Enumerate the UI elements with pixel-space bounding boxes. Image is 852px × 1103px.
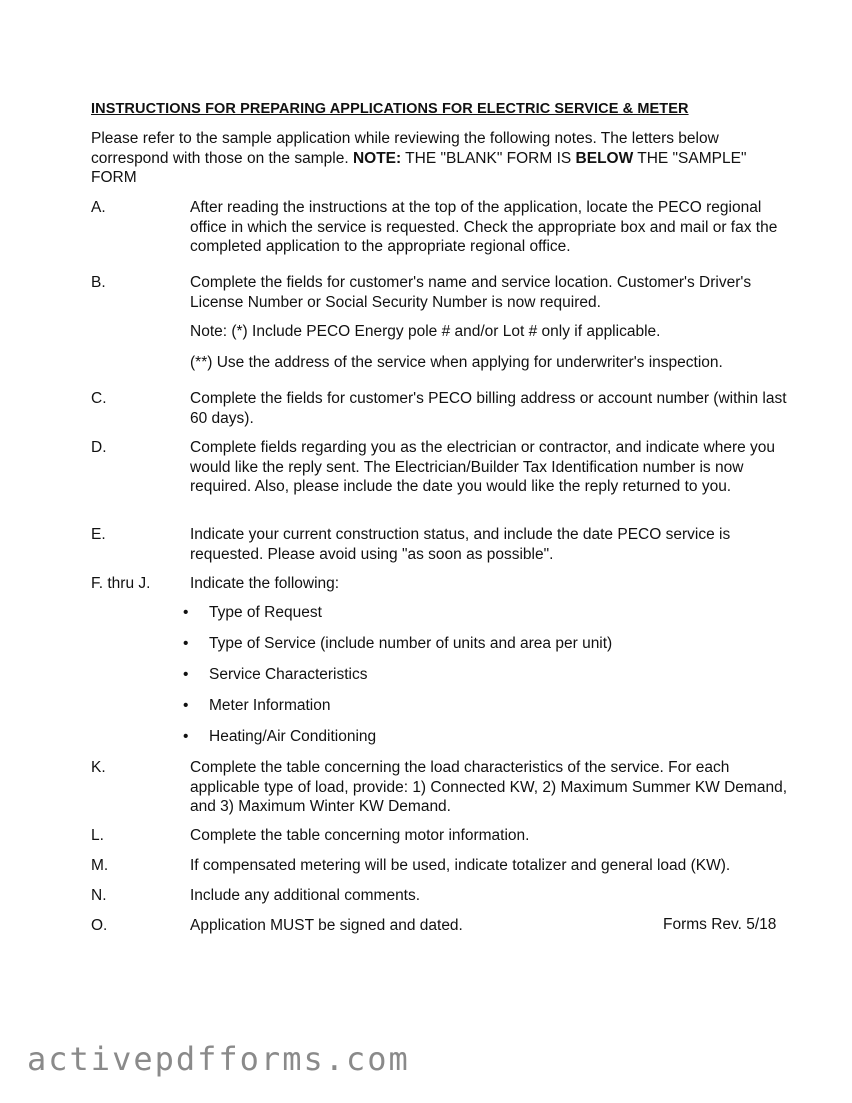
item-text: After reading the instructions at the top of the application, locate the PECO regional office in which the service is requested. Check the appropriate box and mail or fax the completed application to the appropriate regional office. [190, 199, 778, 255]
item-letter: D. [91, 439, 107, 456]
item-letter: N. [91, 887, 107, 904]
intro-text-3: THE "SAMPLE" FORM [91, 149, 747, 186]
item-letter: O. [91, 917, 108, 934]
list-item-text: Meter Information [209, 697, 331, 714]
item-letter: F. thru J. [91, 575, 151, 592]
bullet-icon: • [183, 666, 189, 683]
item-letter: M. [91, 857, 109, 874]
watermark: activepdfforms.com [27, 1040, 410, 1078]
intro-text: Please refer to the sample application while reviewing the following notes. The letters below correspond with those on the sample. [91, 130, 719, 167]
item-letter: K. [91, 759, 106, 776]
item-letter: L. [91, 827, 104, 844]
document-title: INSTRUCTIONS FOR PREPARING APPLICATIONS FOR ELECTRIC SERVICE & METER [91, 101, 689, 117]
bullet-icon: • [183, 728, 189, 745]
item-text: Complete the table concerning the load characteristics of the service. For each applicable type of load, provide: 1) Connected KW, 2) Maximum Summer KW Demand, and 3) Maximum Winter KW Demand. [190, 759, 788, 815]
item-letter: E. [91, 526, 106, 543]
list-item-text: Type of Service (include number of units and area per unit) [209, 635, 613, 652]
item-letter: A. [91, 199, 106, 216]
item-text: Complete the fields for customer's PECO billing address or account number (within last 60 days). [190, 390, 787, 427]
list-item-text: Type of Request [209, 604, 322, 621]
form-revision: Forms Rev. 5/18 [663, 916, 777, 933]
bullet-icon: • [183, 604, 189, 621]
item-text: Indicate your current construction status, and include the date PECO service is requested. Please avoid using "as soon as possible". [190, 526, 731, 563]
item-text: Complete fields regarding you as the electrician or contractor, and indicate where you would like the reply sent. The Electrician/Builder Tax Identification number is now required. Also, please include the date you would like the reply returned to you. [190, 439, 776, 495]
item-letter: B. [91, 274, 106, 291]
item-text: Complete the table concerning motor information. [190, 827, 530, 844]
bullet-icon: • [183, 697, 189, 714]
bullet-icon: • [183, 635, 189, 652]
item-text: Application MUST be signed and dated. [190, 917, 463, 934]
intro-paragraph [91, 129, 781, 188]
below-emphasis: BELOW [575, 149, 634, 167]
item-text: If compensated metering will be used, indicate totalizer and general load (KW). [190, 857, 731, 874]
item-text: Include any additional comments. [190, 887, 421, 904]
item-text: Indicate the following: [190, 575, 340, 592]
list-item-text: Service Characteristics [209, 666, 368, 683]
item-text: Complete the fields for customer's name and service location. Customer's Driver's License Number or Social Security Number is now required. [190, 274, 752, 311]
instruction-b-note-1: Note: (*) Include PECO Energy pole # and/or Lot # only if applicable. [190, 323, 661, 340]
item-letter: C. [91, 390, 107, 407]
instruction-b-note-2: (**) Use the address of the service when applying for underwriter's inspection. [190, 354, 723, 371]
intro-text-2: THE "BLANK" FORM IS [401, 149, 576, 167]
list-item-text: Heating/Air Conditioning [209, 728, 377, 745]
note-label: NOTE: [352, 149, 402, 167]
